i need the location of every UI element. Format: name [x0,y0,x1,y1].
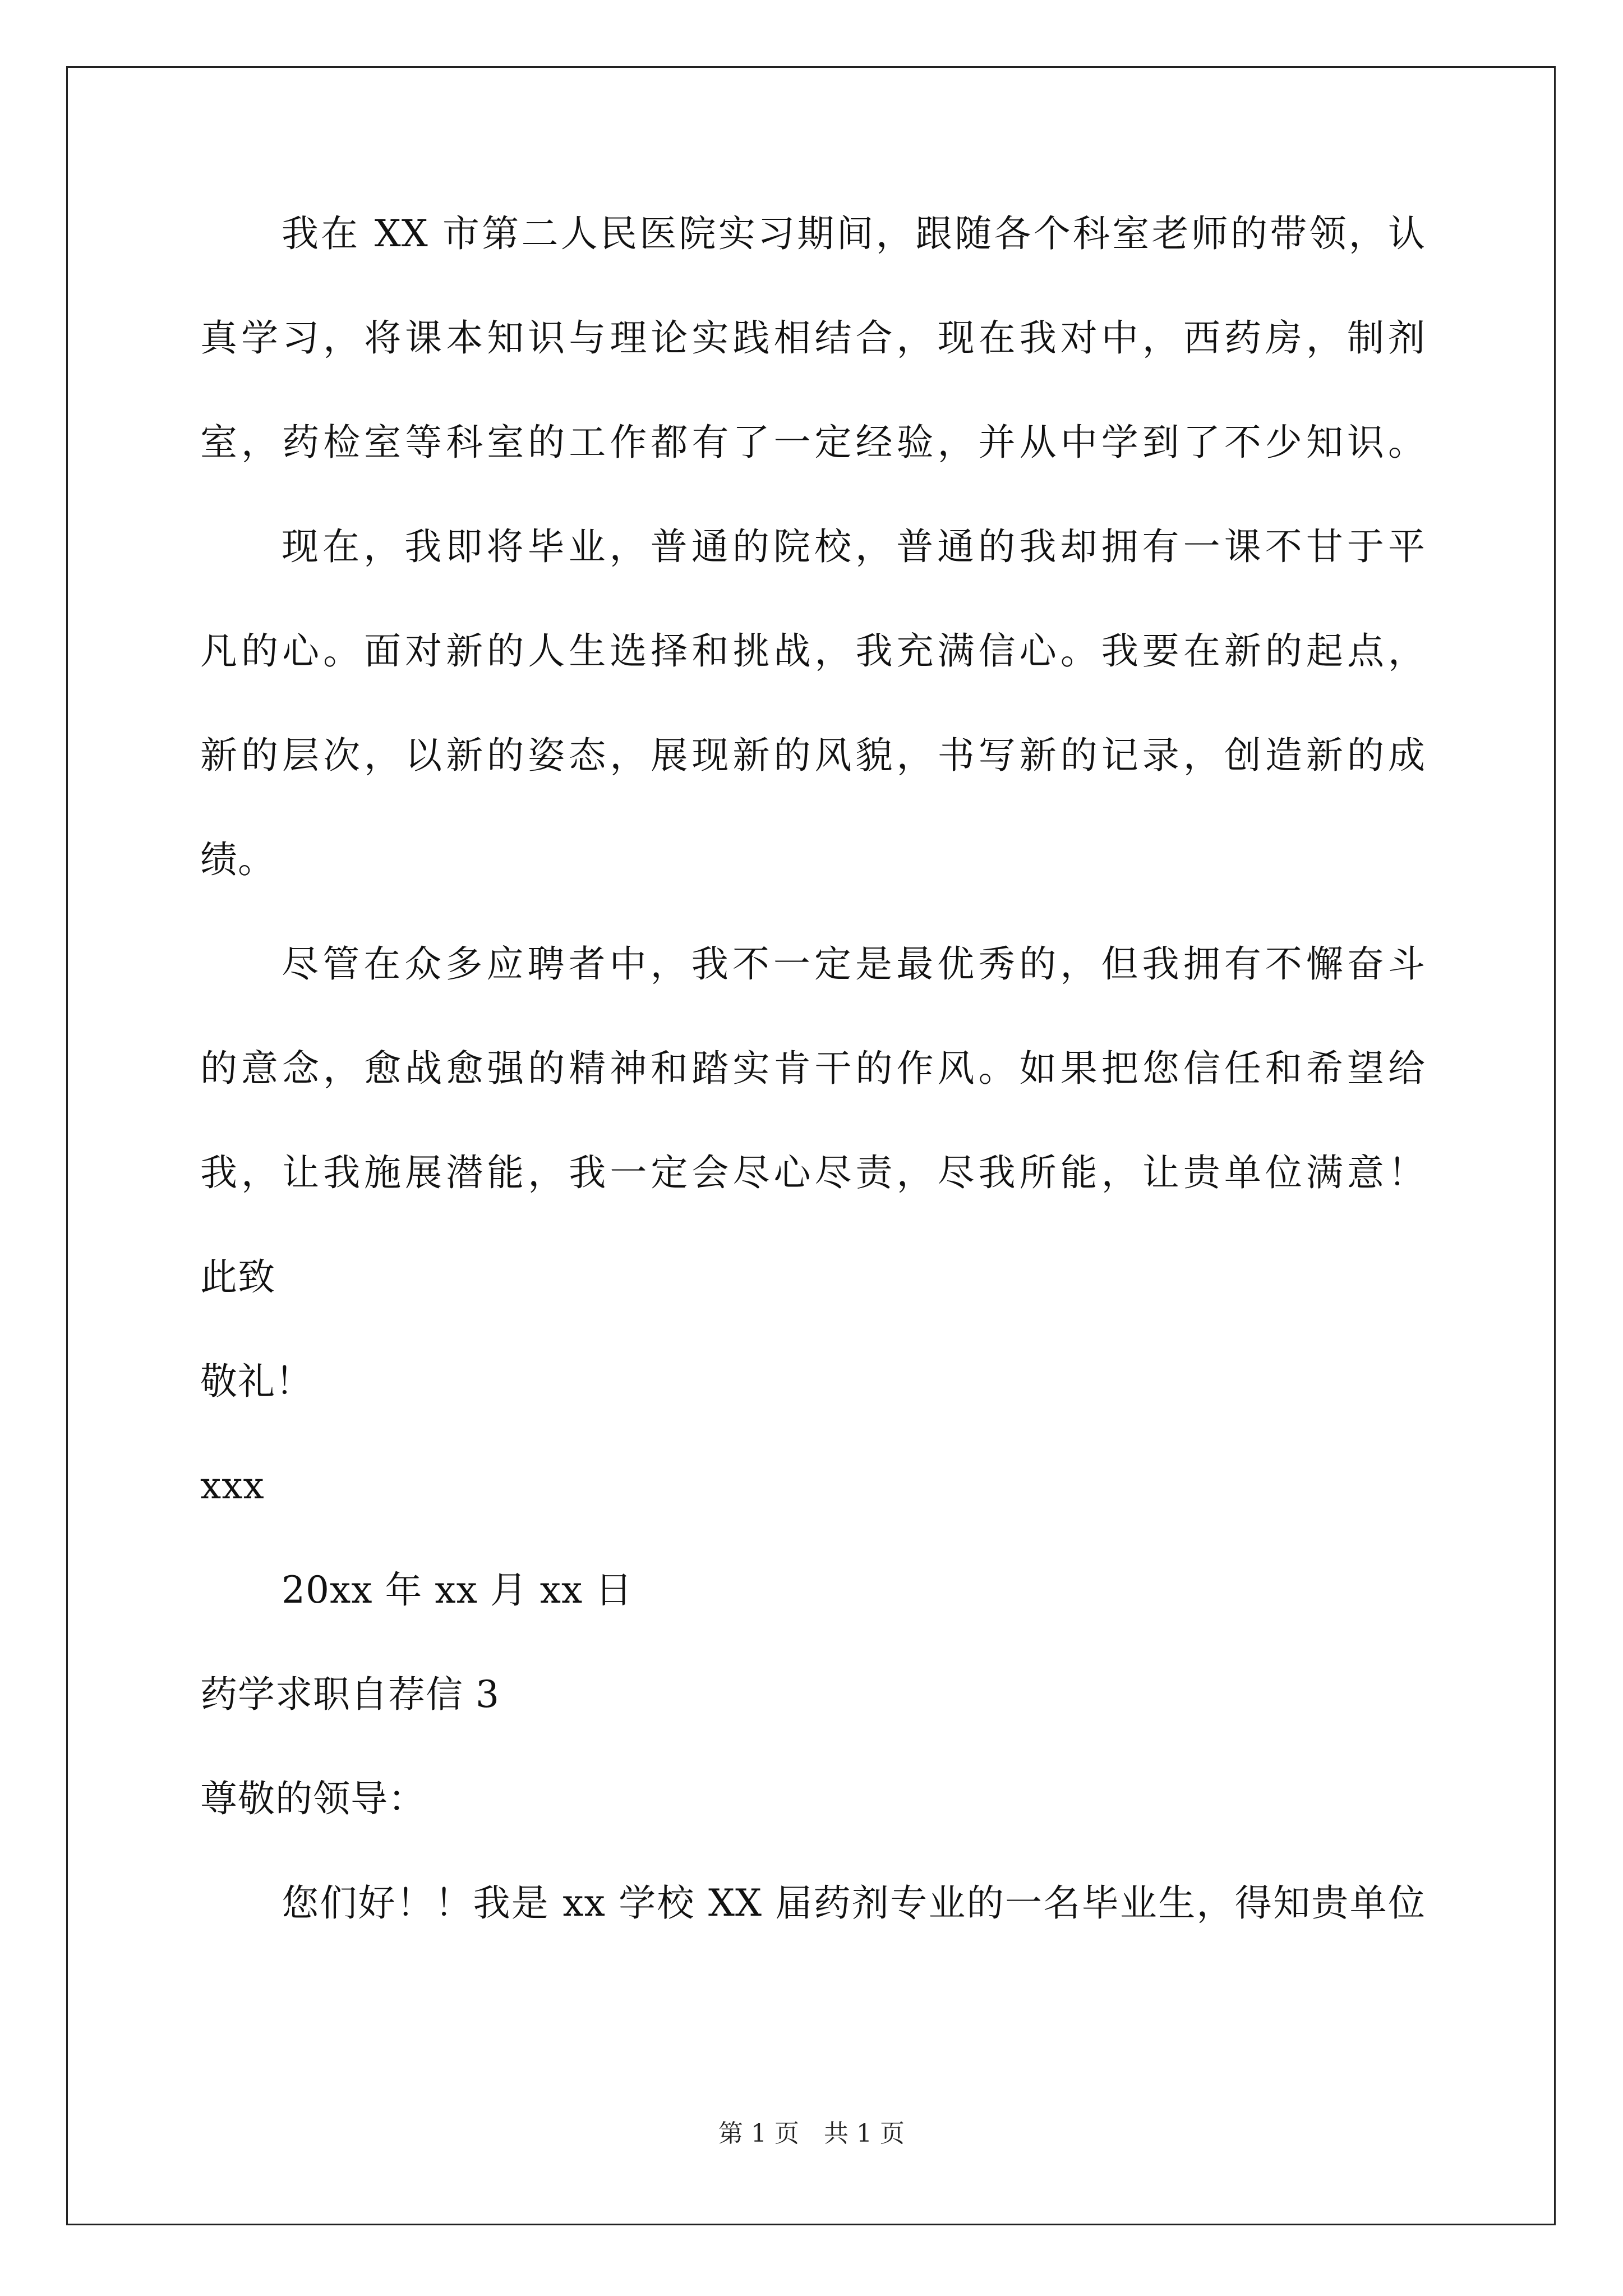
next-letter-opening-line: 您们好！！我是 xx 学校 XX 届药剂专业的一名毕业生，得知贵单位 [282,1881,1426,1925]
closing-salutation: 此致 [200,1255,275,1299]
paragraph-2-line-1: 现在，我即将毕业，普通的院校，普通的我却拥有一课不甘于平 [282,525,1426,568]
closing-regards: 敬礼！ [200,1360,313,1403]
page-footer: 第 1 页 共 1 页 [718,2119,905,2148]
paragraph-1-line-1: 我在 XX 市第二人民医院实习期间，跟随各个科室老师的带领，认 [282,212,1426,255]
paragraph-3-line-2: 的意念，愈战愈强的精神和踏实肯干的作风。如果把您信任和希望给 [200,1047,1426,1090]
letter-date: 20xx 年 xx 月 xx 日 [282,1568,633,1612]
signature: xxx [200,1464,265,1507]
paragraph-1-line-3: 室，药检室等科室的工作都有了一定经验，并从中学到了不少知识。 [200,421,1426,464]
next-letter-title: 药学求职自荐信 3 [200,1673,500,1716]
paragraph-2-line-3: 新的层次，以新的姿态，展现新的风貌，书写新的记录，创造新的成 [200,734,1426,777]
paragraph-2-line-2: 凡的心。面对新的人生选择和挑战，我充满信心。我要在新的起点， [200,629,1426,673]
paragraph-2-line-4: 绩。 [200,838,275,881]
next-letter-greeting: 尊敬的领导： [200,1777,426,1820]
paragraph-3-line-1: 尽管在众多应聘者中，我不一定是最优秀的，但我拥有不懈奋斗 [282,942,1426,986]
paragraph-3-line-3: 我，让我施展潜能，我一定会尽心尽责，尽我所能，让贵单位满意！ [200,1151,1426,1194]
paragraph-1-line-2: 真学习，将课本知识与理论实践相结合，现在我对中，西药房，制剂 [200,316,1426,360]
